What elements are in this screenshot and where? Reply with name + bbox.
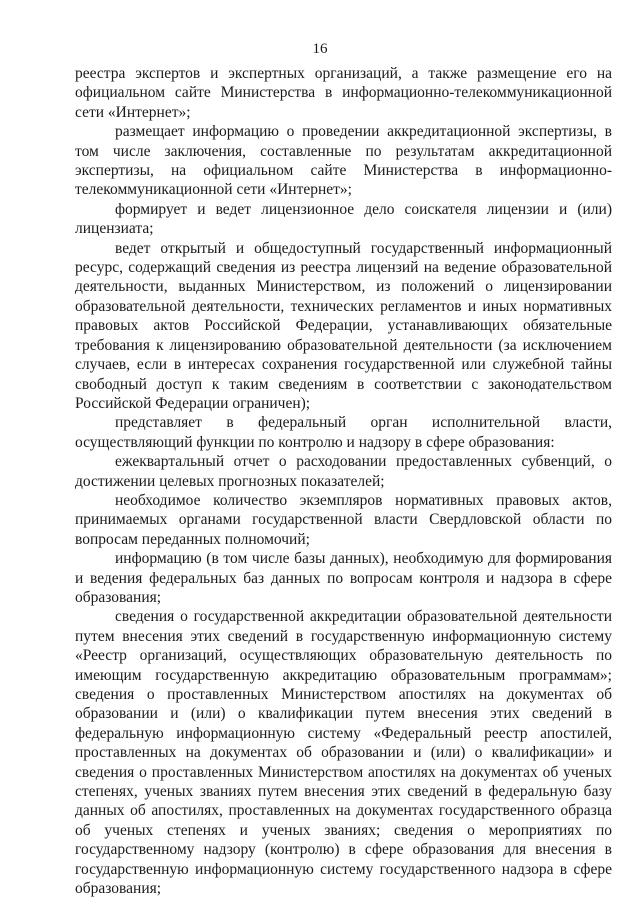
paragraph: ежеквартальный отчет о расходовании предоставленных субвенций, о достижении целевых прогнозных показателей; [75,453,612,490]
paragraph: размещает информацию о проведении аккредитационной экспертизы, в том числе заключения, составленные по результатам аккредитационной экспертизы, на официальном сайте Министерства в информационно-телекоммуникационной сети «Интернет»; [75,123,612,199]
paragraph: ведет открытый и общедоступный государственный информационный ресурс, содержащий сведения из реестра лицензий на ведение образовательной деятельности, выданных Министерством, из положений о лицензировании образовательной деятельности, технических регламентов и иных нормативных правовых актов Российской Федерации, устанавливающих обязательные требования к лицензированию образовательной деятельности (за исключением случаев, если в интересах сохранения государственной или служебной тайны свободный доступ к таким сведениям в соответствии с законодательством Российской Федерации ограничен); [75,239,612,412]
document-body [75,64,612,898]
paragraph: сведения о государственной аккредитации образовательной деятельности путем внесения этих сведений в государственную информационную систему «Реестр организаций, осуществляющих образовательную деятельность по имеющим государственную аккредитацию образовательным программам»; сведения о проставленных Министерством апостилях на документах об образовании и (или) о квалификации путем внесения этих сведений в федеральную информационную систему «Федеральный реестр апостилей, проставленных на документах об образовании и (или) о квалификации» и сведения о проставленных Министерством апостилях на документах об ученых степенях, ученых званиях путем внесения этих сведений в федеральную базу данных об апостилях, проставленных на документах государственного образца об ученых степенях и ученых званиях; сведения о мероприятиях по государственному надзору (контролю) в сфере образования для внесения в государственную информационную систему государственного надзора в сфере образования; [75,608,612,898]
paragraph: информацию (в том числе базы данных), необходимую для формирования и ведения федеральных баз данных по вопросам контроля и надзора в сфере образования; [75,550,612,606]
paragraph: реестра экспертов и экспертных организаций, а также размещение его на официальном сайте Министерства в информационно-телекоммуникационной сети «Интернет»; [75,65,612,121]
paragraph: представляет в федеральный орган исполнительной власти, осуществляющий функции по контролю и надзору в сфере образования: [75,414,612,451]
paragraph: формирует и ведет лицензионное дело соискателя лицензии и (или) лицензиата; [75,200,612,238]
page-number: 16 [312,41,328,57]
paragraph: необходимое количество экземпляров нормативных правовых актов, принимаемых органами государственной власти Свердловской области по вопросам переданных полномочий; [75,491,612,548]
